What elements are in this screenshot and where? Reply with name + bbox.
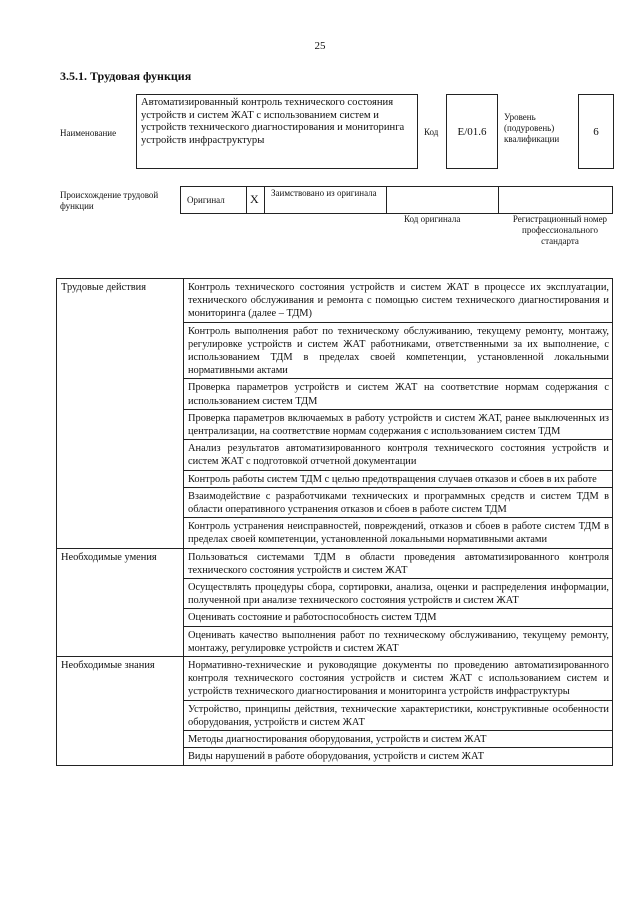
origin-divider bbox=[498, 186, 499, 214]
table-cell: Проверка параметров устройств и систем ЖАТ на соответствие нормам содержания с использованием систем ТДМ bbox=[184, 379, 613, 409]
code-value: E/01.6 bbox=[446, 94, 498, 169]
table-row bbox=[57, 548, 613, 578]
code-label: Код bbox=[424, 127, 439, 137]
section-heading: Необходимые умения bbox=[57, 548, 184, 656]
function-name-value: Автоматизированный контроль технического состояния устройств и систем ЖАТ с использованием систем и устройств технического диагностирования и мониторинга устройств инфраструктуры bbox=[136, 94, 418, 169]
table-cell: Методы диагностирования оборудования, устройств и систем ЖАТ bbox=[184, 731, 613, 748]
labor-function-table bbox=[56, 278, 613, 766]
table-cell: Взаимодействие с разработчиками технических и программных средств и систем ТДМ в области оперативного устранения отказов и сбоев в работе систем ТДМ bbox=[184, 487, 613, 517]
table-row bbox=[57, 279, 613, 323]
table-cell: Анализ результатов автоматизированного контроля технического состояния устройств и систем ЖАТ с подготовкой отчетной документации bbox=[184, 440, 613, 470]
section-title: 3.5.1. Трудовая функция bbox=[60, 69, 192, 83]
origin-divider bbox=[246, 186, 247, 214]
borrowed-label: Заимствовано из оригинала bbox=[271, 188, 377, 198]
table-cell: Контроль выполнения работ по техническому обслуживанию, текущему ремонту, монтажу, регулировке устройств и систем ЖАТ работниками, ответственными за их выполнение, с использованием ТДМ в пределах своей компетенции, установленной локальными нормативными актами bbox=[184, 322, 613, 379]
original-mark: X bbox=[250, 192, 259, 206]
name-label: Наименование bbox=[60, 128, 117, 138]
table-cell: Виды нарушений в работе оборудования, устройств и систем ЖАТ bbox=[184, 748, 613, 765]
section-heading: Необходимые знания bbox=[57, 657, 184, 765]
code-original-label: Код оригинала bbox=[404, 214, 461, 224]
table-cell: Пользоваться системами ТДМ в области проведения автоматизированного контроля технического состояния устройств и систем ЖАТ bbox=[184, 548, 613, 578]
level-label: Уровень (подуровень) квалификации bbox=[504, 112, 560, 144]
table-cell: Контроль устранения неисправностей, повреждений, отказов и сбоев в работе систем ТДМ в пределах своей компетенции, установленной локальными нормативными актами bbox=[184, 518, 613, 548]
origin-label: Происхождение трудовой функции bbox=[60, 190, 159, 211]
table-cell: Устройство, принципы действия, технические характеристики, конструктивные особенности оборудования, устройств и систем ЖАТ bbox=[184, 700, 613, 730]
origin-table bbox=[180, 186, 613, 214]
page-number: 25 bbox=[314, 40, 326, 52]
table-row bbox=[57, 657, 613, 701]
table-cell: Нормативно-технические и руководящие документы по проведению автоматизированного контроля технического состояния устройств и систем ЖАТ с использованием систем и устройств технического диагностирования и мониторинга устройств инфраструктуры bbox=[184, 657, 613, 701]
table-cell: Оценивать качество выполнения работ по техническому обслуживанию, текущему ремонту, монтажу, регулировке устройств и систем ЖАТ bbox=[184, 626, 613, 656]
original-label: Оригинал bbox=[187, 195, 225, 205]
table-cell: Проверка параметров включаемых в работу устройств и систем ЖАТ, ранее выключенных из централизации, на соответствие нормам содержания с использованием систем ТДМ bbox=[184, 409, 613, 439]
table-cell: Контроль работы систем ТДМ с целью предотвращения случаев отказов и сбоев в их работе bbox=[184, 470, 613, 487]
origin-divider bbox=[386, 186, 387, 214]
origin-divider bbox=[264, 186, 265, 214]
section-heading: Трудовые действия bbox=[57, 279, 184, 549]
level-value: 6 bbox=[578, 94, 614, 169]
table-cell: Контроль технического состояния устройств и систем ЖАТ в процессе их эксплуатации, технического обслуживания и ремонта с помощью систем технического диагностирования и мониторинга (далее – ТДМ) bbox=[184, 279, 613, 323]
table-cell: Оценивать состояние и работоспособность систем ТДМ bbox=[184, 609, 613, 626]
table-cell: Осуществлять процедуры сбора, сортировки, анализа, оценки и распределения информации, полученной при анализе технического состояния устройств и систем ЖАТ bbox=[184, 579, 613, 609]
reg-number-label: Регистрационный номер профессионального стандарта bbox=[512, 214, 608, 246]
